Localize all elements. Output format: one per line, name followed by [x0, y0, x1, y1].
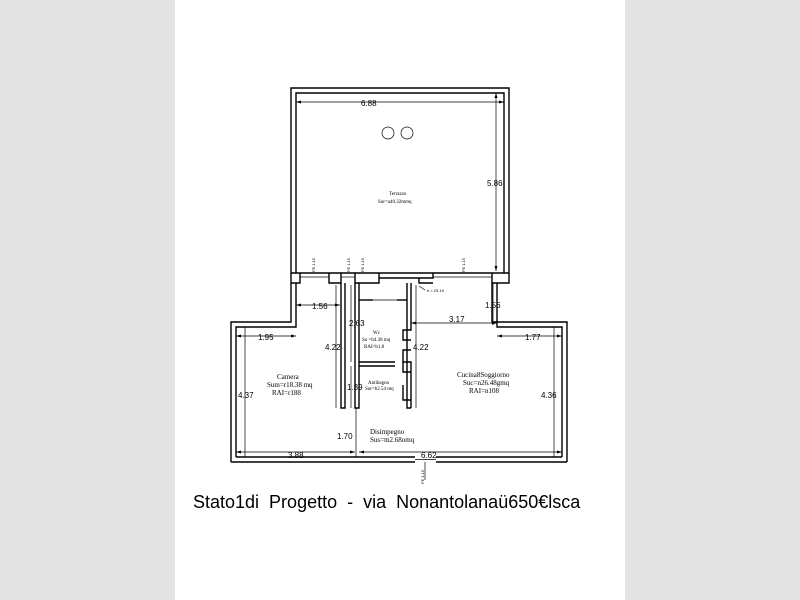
camera-bottom-dimension — [236, 451, 355, 461]
terrace-depth-dimension — [487, 93, 503, 271]
camera-labels — [267, 373, 313, 397]
terrazzo-label: Terrazzo — [389, 192, 407, 197]
drawing-caption: Stato1di Progetto - via Nonantolanaü650€lsca — [193, 492, 581, 512]
drawing-sheet — [175, 0, 625, 600]
dim-kitchen-height: 4.36 — [541, 391, 557, 400]
kitchen-top-dimension — [497, 333, 562, 342]
wc-depth-dimension — [349, 285, 365, 362]
terrace-walls — [291, 88, 509, 273]
wc-rai: RAI=b1.8 — [364, 345, 385, 350]
window-tags — [311, 257, 466, 293]
camera-rai: RAI=r188 — [272, 389, 301, 397]
dim-terrace-width: 6.88 — [361, 99, 377, 108]
terrace-width-dimension — [296, 99, 504, 108]
camera-label: Camera — [277, 373, 299, 381]
window-tag: FE 1.15 — [311, 257, 316, 272]
cucina-labels — [457, 371, 510, 395]
entrance-tag: FE 1.15 — [420, 469, 425, 484]
corridor-right-dimension — [413, 285, 429, 408]
dim-wc-depth: 2.63 — [349, 319, 365, 328]
antibagno-area: Sur=b2.54 mq — [365, 387, 394, 392]
wc-label: Wc — [373, 331, 380, 336]
disimpegno-labels — [370, 428, 415, 444]
disimpegno-label: Disimpegno — [370, 428, 405, 436]
entry-left-dimension — [296, 302, 340, 311]
window-tag: FE 1.15 — [461, 257, 466, 272]
cucina-label: Cucina8Soggiorno — [457, 371, 510, 379]
window-tag: FE 1.15 — [346, 257, 351, 272]
dim-entry-right: 1.56 — [485, 301, 501, 310]
kitchen-height-dimension — [541, 327, 557, 457]
dim-entry-left: 1.56 — [312, 302, 328, 311]
dim-camera-top: 1.95 — [258, 333, 274, 342]
dim-antibagno-depth: 1.39 — [347, 383, 363, 392]
dim-kitchen-inner: 3.17 — [449, 315, 465, 324]
bottom-wall — [231, 457, 567, 462]
dim-camera-height: 4.37 — [238, 391, 254, 400]
dim-corridor-left: 4.22 — [325, 343, 341, 352]
antibagno-label: Antibagno — [368, 381, 390, 386]
dim-corridor-right: 4.22 — [413, 343, 429, 352]
cucina-area: Suc=n26.48gmq — [463, 379, 510, 387]
camera-area: Sum=r18.38 mq — [267, 381, 313, 389]
cucina-rai: RAI=n108 — [469, 387, 500, 395]
drain-icon — [401, 127, 413, 139]
dim-camera-bottom: 3.88 — [288, 451, 304, 460]
wc-area: Su =b4.38 mq — [362, 338, 391, 343]
kitchen-inner-dimension — [411, 315, 497, 325]
window-tag: FE 1.15 — [360, 257, 365, 272]
dim-kitchen-top: 1.77 — [525, 333, 541, 342]
dim-disimpegno-height: 1.70 — [337, 432, 353, 441]
camera-height-dimension — [238, 327, 254, 457]
terrazzo-area: Sur=a40.32mmq — [378, 200, 412, 205]
dim-terrace-depth: 5.86 — [487, 179, 503, 188]
facade-wall — [291, 273, 509, 283]
kitchen-bottom-dimension — [359, 451, 562, 461]
window-tag-small: h = 23.19 — [427, 288, 444, 293]
disimpegno-area: Sus=m2.68omq — [370, 436, 415, 444]
wc-labels — [362, 331, 391, 350]
dim-kitchen-bottom: 6.62 — [421, 451, 437, 460]
drain-icon — [382, 127, 394, 139]
antibagno-labels — [365, 381, 394, 392]
disimpegno-height-dimension — [337, 408, 356, 457]
entrance-marker — [420, 462, 425, 484]
entry-right-dimension — [485, 283, 501, 325]
